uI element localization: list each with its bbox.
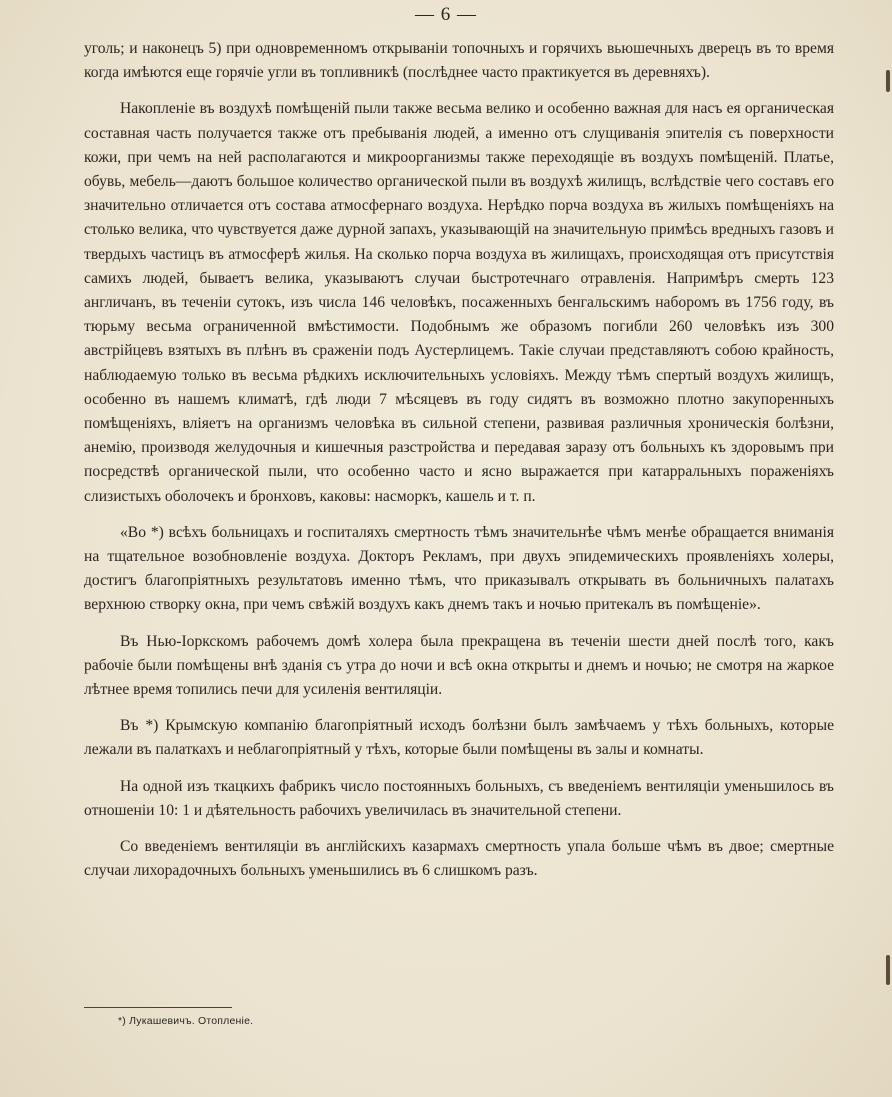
body-text bbox=[84, 37, 834, 896]
paragraph: Въ Нью-Іоркскомъ рабочемъ домѣ холера была прекращена въ теченіи шести дней послѣ того, какъ рабочіе были помѣщены внѣ зданія съ утра до ночи и всѣ окна открыты и днемъ и ночью; не смотря на жаркое лѣтнее время топились печи для усиленія вентиляціи. bbox=[84, 632, 834, 699]
paragraph: Накопленіе въ воздухѣ помѣщеній пыли также весьма велико и особенно важная для насъ ея органическая составная часть получается также отъ пребыванія людей, а именно отъ слущиванія эпителія съ поверхности кожи, при чемъ на ней располагаются и микроорганизмы также переходящіе въ воздухъ помѣщеній. Платье, обувь, мебель—даютъ большое количество органической пыли въ воздухѣ жилищъ, вслѣдствіе чего составъ его значительно отличается отъ состава атмосфернаго воздуха. Нерѣдко порча воздуха въ жилыхъ помѣщеніяхъ на столько велика, что чувствуется даже дурной запахъ, указывающій на значительную примѣсь вредныхъ газовъ и твердыхъ частицъ въ атмосферѣ жилья. На сколько порча воздуха въ жилищахъ, происходящая отъ присутствія самихъ людей, бываетъ велика, указываютъ случаи быстротечнаго отравленія. Напримѣръ смерть 123 англичанъ, въ теченіи сутокъ, изъ числа 146 человѣкъ, посаженныхъ бенгальскимъ наборомъ въ 1756 году, въ тюрьму весьма ограниченной вмѣстимости. Подобнымъ же образомъ погибли 260 человѣкъ изъ 300 австрійцевъ взятыхъ въ плѣнъ въ сраженіи подъ Аустерлицемъ. Такіе случаи представляютъ собою крайность, наблюдаемую только въ весьма рѣдкихъ исключительныхъ условіяхъ. Между тѣмъ спертый воздухъ жилищъ, особенно въ нашемъ климатѣ, гдѣ люди 7 мѣсяцевъ въ году сидятъ въ возможно плотно закупоренныхъ помѣщеніяхъ, вліяетъ на организмъ человѣка въ сильной степени, развивая различныя хроническія болѣзни, анемію, производя желудочныя и кишечныя разстройства и передавая заразу отъ больныхъ къ здоровымъ при посредствѣ органической пыли, что особенно часто и ясно выражается при катарральныхъ пораженіяхъ слизистыхъ оболочекъ и бронховъ, каковы: насморкъ, кашель и т. п. bbox=[84, 100, 834, 505]
page-edge-mark bbox=[886, 70, 890, 92]
paragraph: уголь; и наконецъ 5) при одновременномъ открываніи топочныхъ и горячихъ вьюшечныхъ дверецъ въ то время когда имѣются еще горячіе угли въ топливникѣ (послѣднее часто практикуется въ деревняхъ). bbox=[84, 40, 834, 82]
page-number: — 6 — bbox=[415, 4, 477, 25]
footnote: *) Лукашевичъ. Отопленіе. bbox=[118, 1015, 254, 1027]
footnote-divider bbox=[84, 1007, 232, 1008]
paragraph: «Во *) всѣхъ больницахъ и госпиталяхъ смертность тѣмъ значительнѣе чѣмъ менѣе обращается вниманія на тщательное возобновленіе воздуха. Докторъ Рекламъ, при двухъ эпидемическихъ проявленіяхъ холеры, достигъ благопріятныхъ результатовъ именно тѣмъ, что приказывалъ открывать въ больничныхъ палатахъ верхнюю створку окна, при чемъ свѣжій воздухъ какъ днемъ такъ и ночью притекалъ въ помѣщеніе». bbox=[84, 523, 834, 614]
paragraph: На одной изъ ткацкихъ фабрикъ число постоянныхъ больныхъ, съ введеніемъ вентиляціи уменьшилось въ отношеніи 10: 1 и дѣятельность рабочихъ увеличилась въ значительной степени. bbox=[84, 777, 834, 819]
paragraph: Въ *) Крымскую компанію благопріятный исходъ болѣзни былъ замѣчаемъ у тѣхъ больныхъ, которые лежали въ палаткахъ и неблагопріятный у тѣхъ, которые были помѣщены въ залы и комнаты. bbox=[84, 717, 834, 759]
paragraph: Со введеніемъ вентиляціи въ англійскихъ казармахъ смертность упала больше чѣмъ въ двое; смертные случаи лихорадочныхъ больныхъ уменьшились въ 6 слишкомъ разъ. bbox=[84, 838, 834, 880]
page-edge-mark bbox=[886, 955, 890, 985]
